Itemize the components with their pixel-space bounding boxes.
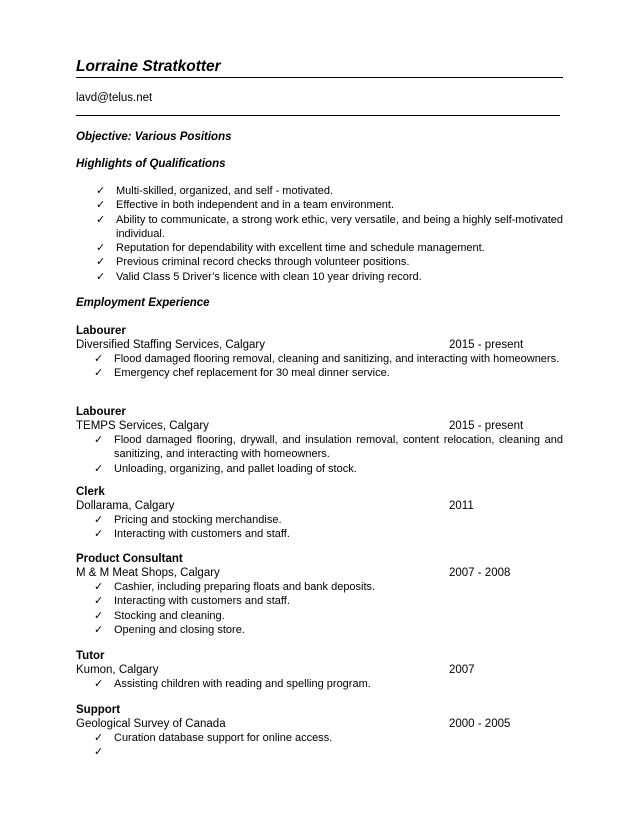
list-item: ✓ Interacting with customers and staff. (94, 595, 290, 608)
job-dates: 2000 - 2005 (449, 718, 511, 730)
objective-heading: Objective: Various Positions (76, 131, 232, 143)
job-duties (94, 352, 563, 381)
highlights-heading: Highlights of Qualifications (76, 158, 226, 170)
job-duties (94, 731, 563, 760)
checkmark-icon: ✓ (94, 514, 104, 526)
list-item: ✓ Reputation for dependability with excellent time and schedule management. (96, 242, 485, 255)
list-item: ✓ Cashier, including preparing floats and bank deposits. (94, 581, 376, 593)
job-dates: 2015 - present (449, 339, 524, 351)
checkmark-icon: ✓ (94, 528, 104, 541)
divider-line (76, 115, 560, 116)
checkmark-icon: ✓ (94, 609, 104, 622)
checkmark-icon: ✓ (96, 213, 106, 226)
checkmark-icon: ✓ (94, 732, 104, 744)
candidate-name: Lorraine Stratkotter (76, 58, 563, 78)
email-address[interactable]: lavd@telus.net (76, 92, 153, 104)
job-employer: Kumon, Calgary (76, 664, 159, 676)
list-item: ✓ Curation database support for online access. (94, 732, 333, 744)
list-item: ✓ Valid Class 5 Driver’s licence with clean 10 year driving record. (96, 270, 422, 283)
list-item: ✓ Assisting children with reading and spelling program. (94, 678, 371, 690)
checkmark-icon: ✓ (96, 185, 106, 197)
job-duties (94, 513, 563, 542)
checkmark-icon: ✓ (94, 353, 104, 365)
list-item: ✓ Unloading, organizing, and pallet loading of stock. (94, 462, 357, 475)
job-employer: M & M Meat Shops, Calgary (76, 567, 220, 579)
job-dates: 2011 (449, 500, 474, 512)
job-dates: 2007 (449, 664, 475, 676)
checkmark-icon: ✓ (94, 367, 104, 380)
job-title: Labourer (76, 325, 126, 337)
job-dates: 2007 - 2008 (449, 567, 511, 579)
checkmark-icon: ✓ (94, 595, 104, 608)
checkmark-icon: ✓ (96, 199, 106, 212)
job-employer: TEMPS Services, Calgary (76, 420, 209, 432)
checkmark-icon: ✓ (94, 581, 104, 593)
checkmark-icon: ✓ (94, 746, 104, 759)
checkmark-icon: ✓ (94, 434, 104, 446)
job-employer: Dollarama, Calgary (76, 500, 175, 512)
job-title: Tutor (76, 650, 105, 662)
highlights-list (96, 184, 563, 284)
list-item: ✓ Flood damaged flooring, drywall, and insulation removal, content relocation, cleaning and sanitizing, and interacting with homeowners. (94, 434, 563, 461)
job-title: Labourer (76, 406, 126, 418)
job-employer: Diversified Staffing Services, Calgary (76, 339, 265, 351)
list-item: ✓ Multi-skilled, organized, and self - motivated. (96, 185, 334, 197)
job-duties (94, 580, 563, 637)
list-item: ✓ Emergency chef replacement for 30 meal dinner service. (94, 367, 390, 380)
checkmark-icon: ✓ (94, 678, 104, 690)
list-item: ✓ Opening and closing store. (94, 623, 245, 636)
checkmark-icon: ✓ (94, 623, 104, 636)
job-employer: Geological Survey of Canada (76, 718, 226, 730)
list-item: ✓ Interacting with customers and staff. (94, 528, 290, 541)
list-item: ✓ Effective in both independent and in a team environment. (96, 199, 395, 212)
checkmark-icon: ✓ (96, 256, 106, 269)
list-item: ✓ Ability to communicate, a strong work ethic, very versatile, and being a highly self-motivated individual. (96, 213, 563, 240)
list-item: ✓ Flood damaged flooring removal, cleaning and sanitizing, and interacting with homeowners. (94, 353, 560, 365)
list-item (94, 745, 563, 759)
list-item: ✓ Stocking and cleaning. (94, 609, 225, 622)
list-item: ✓ Previous criminal record checks through volunteer positions. (96, 256, 410, 269)
job-title: Clerk (76, 486, 105, 498)
employment-heading: Employment Experience (76, 297, 210, 309)
job-duties (94, 677, 563, 691)
job-title: Support (76, 704, 121, 716)
job-title: Product Consultant (76, 553, 183, 565)
job-dates: 2015 - present (449, 420, 524, 432)
job-duties (94, 433, 563, 476)
checkmark-icon: ✓ (94, 462, 104, 475)
checkmark-icon: ✓ (96, 270, 106, 283)
checkmark-icon: ✓ (96, 242, 106, 255)
list-item: ✓ Pricing and stocking merchandise. (94, 514, 282, 526)
